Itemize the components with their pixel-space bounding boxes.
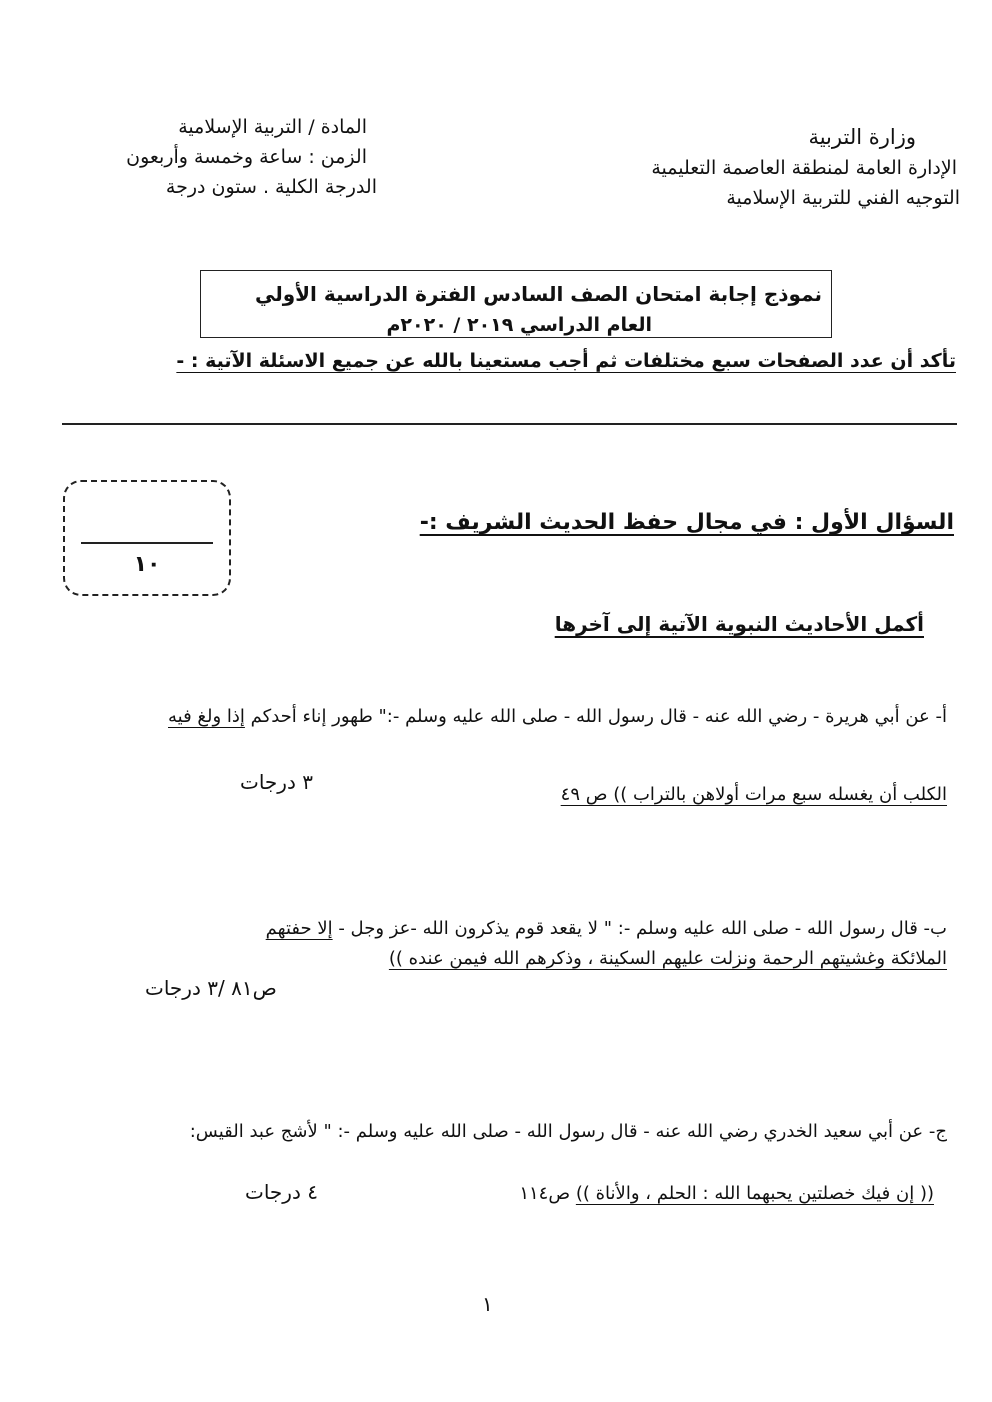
hadith-a-answer-start: إذا ولغ فيه: [168, 706, 245, 727]
hadith-c-page-ref: ص١١٤: [519, 1183, 571, 1204]
academic-year: العام الدراسي ٢٠١٩ / ٢٠٢٠م: [386, 314, 652, 336]
score-total: ١٠: [133, 552, 161, 577]
divider: [62, 423, 957, 425]
page-number: ١: [482, 1292, 493, 1316]
hadith-b-line1: [266, 918, 947, 939]
department-name: التوجيه الفني للتربية الإسلامية: [726, 187, 960, 209]
ministry-name: وزارة التربية: [808, 125, 916, 149]
hadith-c-line1: ج- عن أبي سعيد الخدري رضي الله عنه - قال رسول الله - صلى الله عليه وسلم -: " لأشج عبد القيس:: [189, 1121, 947, 1142]
hadith-b-marks: ص٨١ /٣ درجات: [145, 976, 277, 1000]
hadith-c-marks: ٤ درجات: [245, 1180, 318, 1204]
duration-label: الزمن : ساعة وخمسة وأربعون: [126, 146, 367, 168]
score-box: [63, 480, 231, 596]
hadith-a-line1: [168, 706, 947, 727]
score-line: [81, 542, 213, 544]
hadith-a-line2: الكلب أن يغسله سبع مرات أولاهن بالتراب )) ص ٤٩: [560, 784, 947, 805]
hadith-a-prefix: أ- عن أبي هريرة - رضي الله عنه - قال رسول الله - صلى الله عليه وسلم -:" طهور إناء أحدكم: [250, 706, 947, 727]
hadith-a-marks: ٣ درجات: [240, 770, 313, 794]
hadith-b-prefix: ب- قال رسول الله - صلى الله عليه وسلم -: " لا يقعد قوم يذكرون الله -عز وجل -: [338, 918, 947, 939]
hadith-b-answer-start: إلا حفتهم: [265, 918, 333, 939]
exam-title: نموذج إجابة امتحان الصف السادس الفترة الدراسية الأولي: [254, 282, 822, 306]
directorate-name: الإدارة العامة لمنطقة العاصمة التعليمية: [651, 157, 957, 179]
subject-label: المادة / التربية الإسلامية: [178, 116, 367, 138]
hadith-c-answer: (( إن فيك خصلتين يحبهما الله : الحلم ، والأناة )): [575, 1183, 934, 1204]
instructions: تأكد أن عدد الصفحات سبع مختلفات ثم أجب مستعينا بالله عن جميع الاسئلة الآتية : -: [176, 350, 956, 372]
hadith-c-line2: [519, 1183, 934, 1204]
question-heading: السؤال الأول : في مجال حفظ الحديث الشريف :-: [419, 510, 954, 535]
hadith-b-line2: الملائكة وغشيتهم الرحمة ونزلت عليهم السكينة ، وذكرهم الله فيمن عنده )): [388, 948, 947, 969]
question-subheading: أكمل الأحاديث النبوية الآتية إلى آخرها: [554, 612, 924, 636]
total-marks-label: الدرجة الكلية . ستون درجة: [165, 176, 377, 198]
